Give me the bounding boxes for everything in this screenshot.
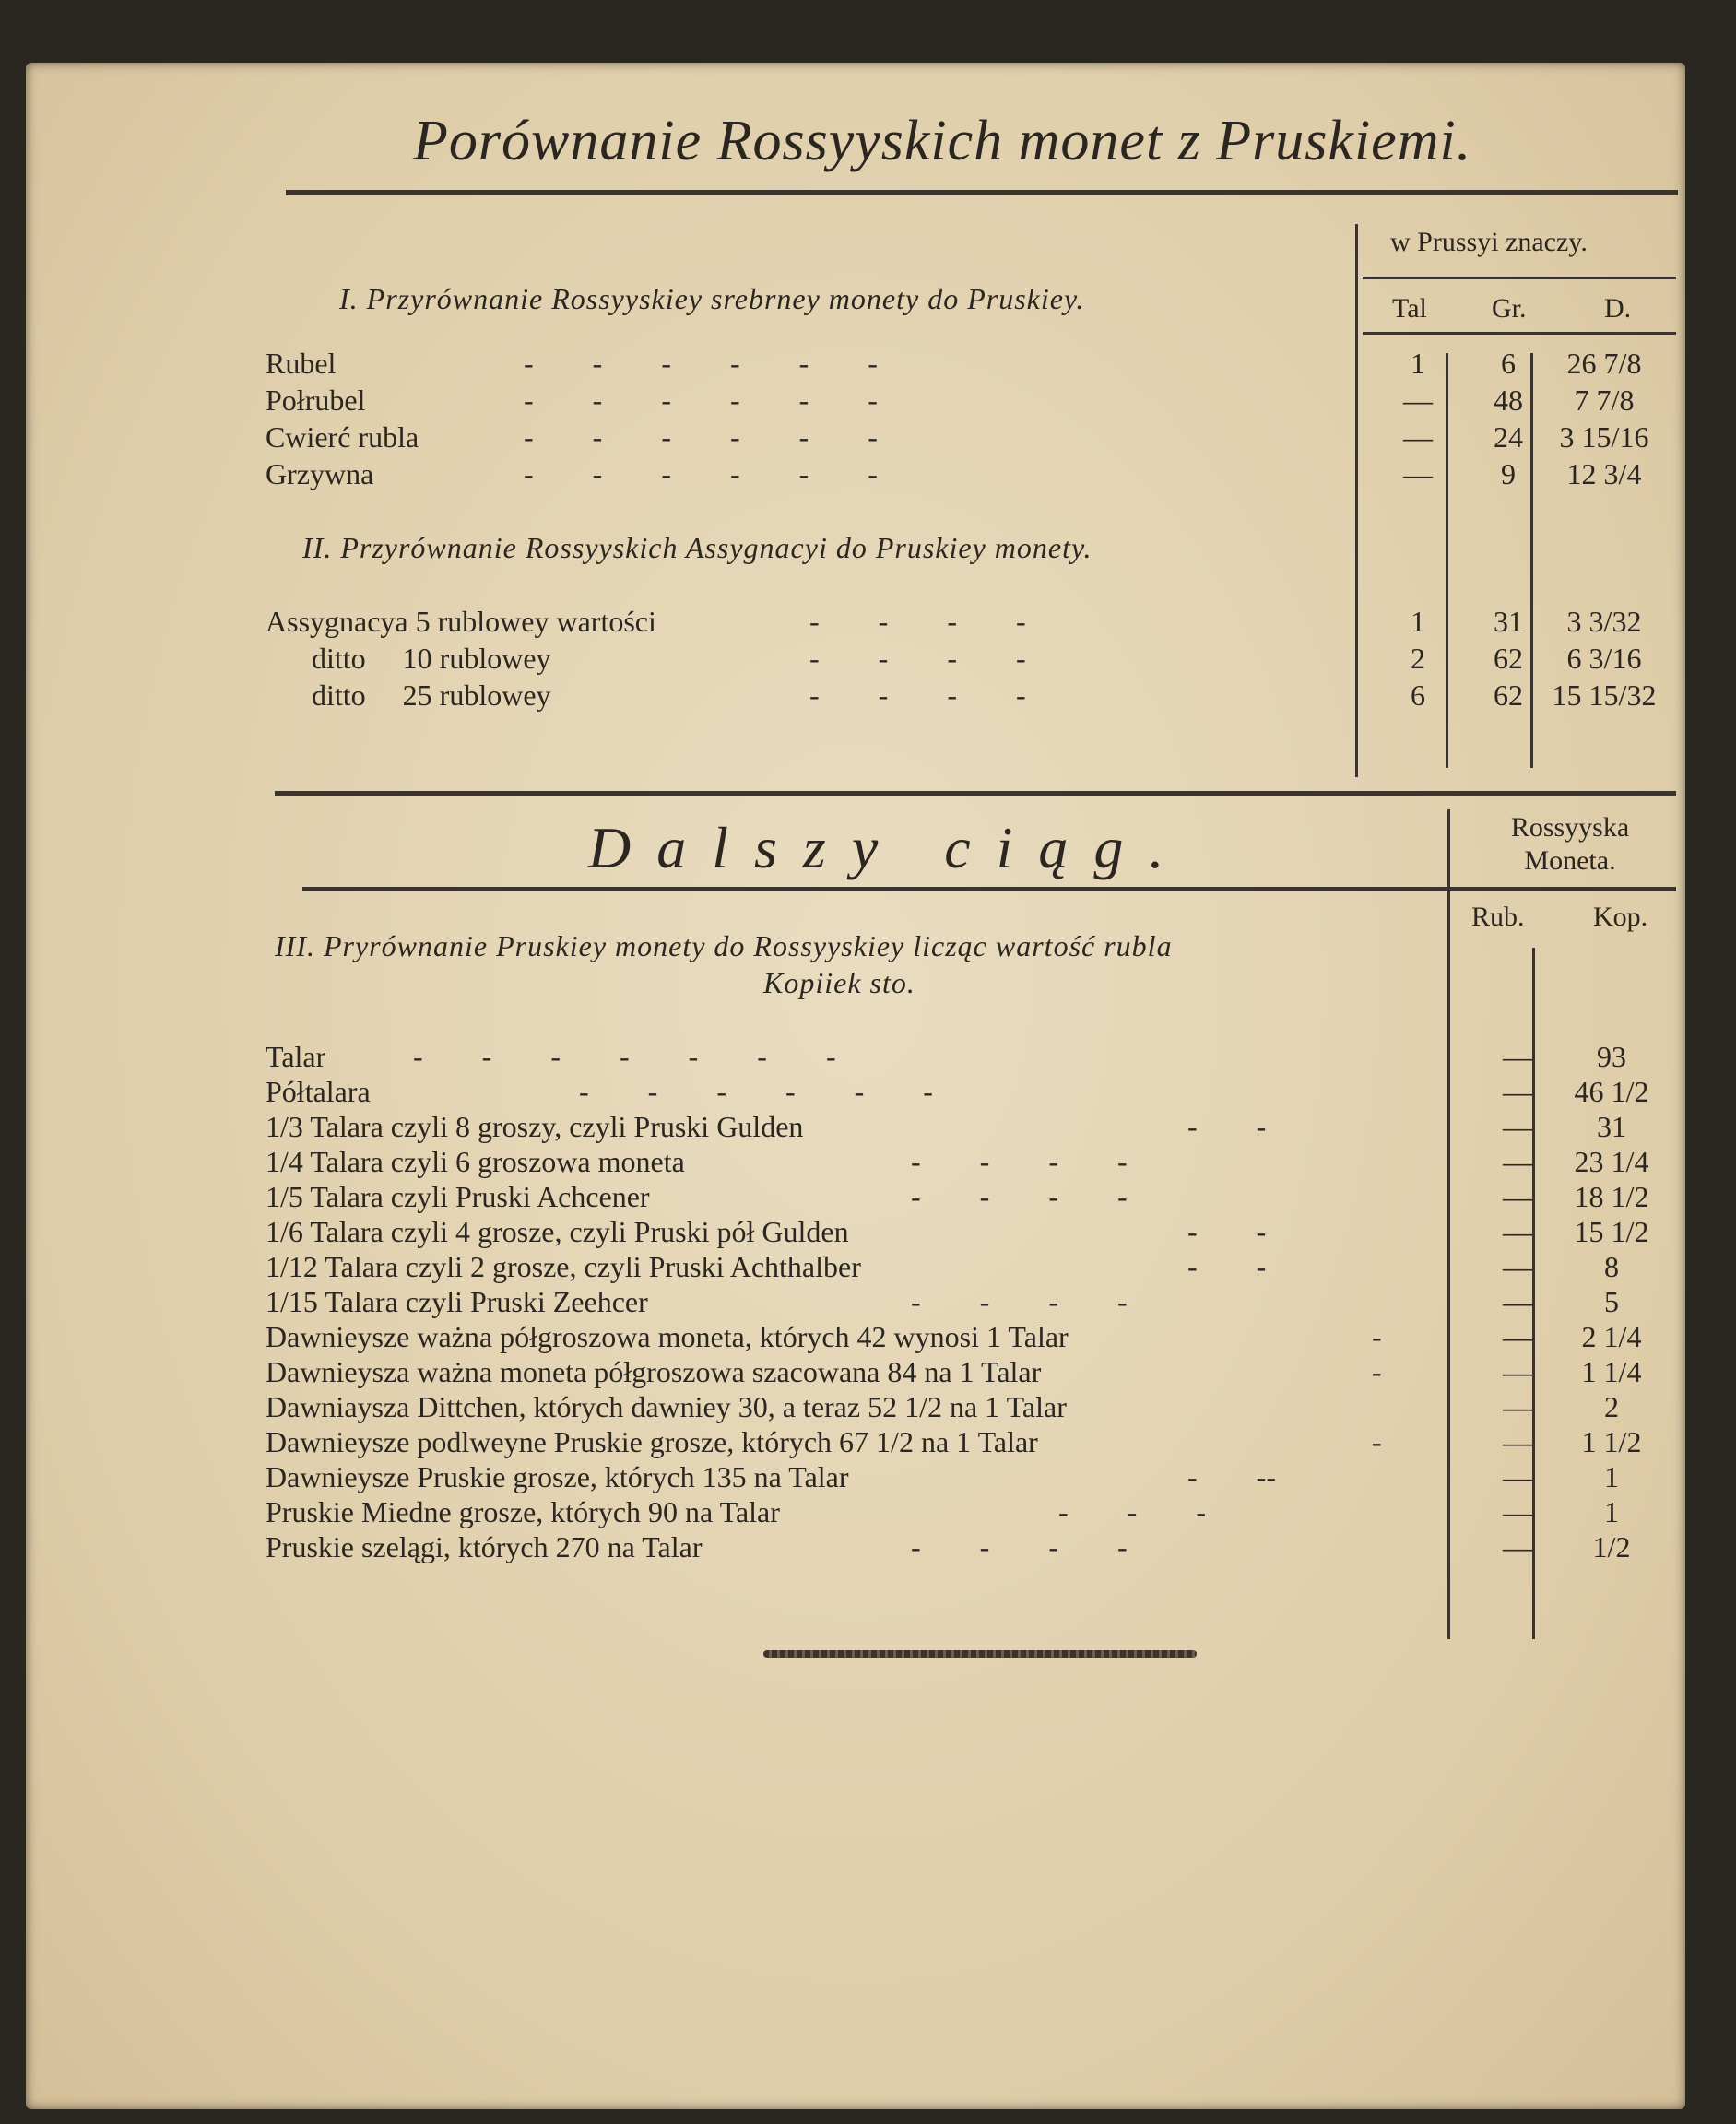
cell-rub: —: [1503, 1215, 1532, 1248]
cell-kop: 93: [1597, 1040, 1626, 1073]
column-kop: Kop.: [1593, 902, 1648, 932]
row-leader: - - - - - -: [524, 384, 878, 417]
section2-heading: II. Przyrównanie Rossyyskich Assygnacyi do Pruskiey monety.: [302, 531, 1092, 564]
row-label: Pruskie szelągi, których 270 na Talar: [266, 1530, 703, 1564]
cell-kop: 46 1/2: [1574, 1075, 1649, 1108]
row-label: ditto 25 rublowey: [312, 678, 551, 712]
table-row: [266, 1110, 1667, 1147]
cell-rub: —: [1503, 1250, 1532, 1283]
row-label: Dawnieysze ważna półgroszowa moneta, których 42 wynosi 1 Talar: [266, 1320, 1069, 1353]
section3-header-group: Rossyyska Moneta.: [1510, 812, 1630, 876]
row-leader: -: [1372, 1425, 1382, 1458]
section1-columns-rule: [1363, 332, 1676, 335]
row-leader: - - - -: [809, 678, 1026, 712]
table-row: [266, 420, 1667, 457]
cell-kop: 8: [1604, 1250, 1619, 1283]
row-leader: - -: [1187, 1110, 1267, 1143]
cell-rub: —: [1503, 1180, 1532, 1213]
row-leader: - -: [1187, 1250, 1267, 1283]
cell-tal: 6: [1411, 678, 1425, 712]
row-leader: - - - -: [911, 1145, 1128, 1178]
column-tal: Tal: [1392, 293, 1427, 324]
table-row: [266, 678, 1667, 715]
table-row: [266, 1390, 1667, 1427]
section3-title: Dalszy ciąg.: [588, 815, 1190, 880]
row-leader: - - - -: [809, 605, 1026, 638]
cell-kop: 18 1/2: [1574, 1180, 1649, 1213]
cell-rub: —: [1503, 1495, 1532, 1528]
table-row: [266, 1285, 1667, 1322]
cell-kop: 2 1/4: [1581, 1320, 1642, 1353]
cell-rub: —: [1503, 1390, 1532, 1423]
row-leader: - -: [1187, 1215, 1267, 1248]
cell-rub: —: [1503, 1040, 1532, 1073]
row-label: Półtalara: [266, 1075, 371, 1108]
cell-d: 3 15/16: [1559, 420, 1649, 454]
cell-kop: 1: [1604, 1495, 1619, 1528]
table-row: [266, 1355, 1667, 1392]
cell-tal: —: [1403, 384, 1433, 417]
table-row: [266, 457, 1667, 494]
cell-kop: 1 1/4: [1581, 1355, 1642, 1388]
row-label: Grzywna: [266, 457, 374, 490]
cell-tal: —: [1403, 420, 1433, 454]
section3-title-rule: [302, 887, 1676, 891]
cell-gr: 6: [1501, 347, 1516, 380]
row-leader: - - - -: [911, 1530, 1128, 1564]
cell-d: 12 3/4: [1566, 457, 1642, 490]
table-row: [266, 1495, 1667, 1532]
cell-d: 3 3/32: [1566, 605, 1642, 638]
row-label: Dawnieysze Pruskie grosze, których 135 na Talar: [266, 1460, 849, 1493]
row-label: Talar: [266, 1040, 326, 1073]
cell-kop: 1/2: [1592, 1530, 1631, 1564]
cell-gr: 24: [1494, 420, 1523, 454]
cell-kop: 1: [1604, 1460, 1619, 1493]
cell-kop: 15 1/2: [1574, 1215, 1649, 1248]
row-label: 1/3 Talara czyli 8 groszy, czyli Pruski Gulden: [266, 1110, 804, 1143]
row-label: ditto 10 rublowey: [312, 642, 551, 675]
cell-d: 15 15/32: [1552, 678, 1657, 712]
table-row: [266, 384, 1667, 420]
cell-rub: —: [1503, 1075, 1532, 1108]
row-leader: - - - - - -: [579, 1075, 933, 1108]
row-label: Połrubel: [266, 384, 366, 417]
title-rule: [286, 190, 1678, 195]
row-label: 1/4 Talara czyli 6 groszowa moneta: [266, 1145, 685, 1178]
cell-gr: 62: [1494, 678, 1523, 712]
cell-tal: —: [1403, 457, 1433, 490]
table-row: [266, 1145, 1667, 1182]
row-label: Dawnieysze podlweyne Pruskie grosze, których 67 1/2 na 1 Talar: [266, 1425, 1038, 1458]
cell-kop: 5: [1604, 1285, 1619, 1318]
column-rub: Rub.: [1471, 902, 1525, 932]
row-leader: - - - -: [911, 1285, 1128, 1318]
section3-heading-line1: III. Pryrównanie Pruskiey monety do Rossyyskiey licząc wartość rubla: [275, 929, 1173, 962]
section3-header-divider: [1447, 809, 1450, 892]
table-row: [266, 1075, 1667, 1112]
cell-rub: —: [1503, 1460, 1532, 1493]
row-leader: -: [1372, 1320, 1382, 1353]
cell-d: 7 7/8: [1574, 384, 1635, 417]
row-leader: - - - - - -: [524, 457, 878, 490]
page-title: Porównanie Rossyyskich monet z Pruskiemi.: [413, 110, 1472, 172]
table-row: [266, 1040, 1667, 1077]
row-leader: - - - - - -: [524, 420, 878, 454]
cell-rub: —: [1503, 1320, 1532, 1353]
document-page: [26, 63, 1685, 2109]
cell-rub: —: [1503, 1355, 1532, 1388]
cell-rub: —: [1503, 1285, 1532, 1318]
table-row: [266, 347, 1667, 384]
table-row: [266, 1460, 1667, 1497]
row-label: 1/5 Talara czyli Pruski Achcener: [266, 1180, 650, 1213]
table-row: [266, 1530, 1667, 1567]
section1-header-group: w Prussyi znaczy.: [1390, 227, 1588, 257]
column-d: D.: [1604, 293, 1632, 324]
cell-tal: 2: [1411, 642, 1425, 675]
row-leader: - - - - - - -: [413, 1040, 836, 1073]
table-row: [266, 1215, 1667, 1252]
section1-heading: I. Przyrównanie Rossyyskiey srebrney monety do Pruskiey.: [339, 282, 1085, 315]
row-label: Dawnieysza ważna moneta półgroszowa szacowana 84 na 1 Talar: [266, 1355, 1042, 1388]
table-row: [266, 642, 1667, 678]
cell-gr: 62: [1494, 642, 1523, 675]
table-row: [266, 1425, 1667, 1462]
table-row: [266, 605, 1667, 642]
cell-rub: —: [1503, 1530, 1532, 1564]
cell-tal: 1: [1411, 605, 1425, 638]
cell-rub: —: [1503, 1110, 1532, 1143]
row-leader: - --: [1187, 1460, 1276, 1493]
cell-tal: 1: [1411, 347, 1425, 380]
column-gr: Gr.: [1492, 293, 1527, 324]
row-label: Dawniaysza Dittchen, których dawniey 30, a teraz 52 1/2 na 1 Talar: [266, 1390, 1067, 1423]
table-row: [266, 1180, 1667, 1217]
cell-gr: 31: [1494, 605, 1523, 638]
cell-kop: 23 1/4: [1574, 1145, 1649, 1178]
table-row: [266, 1250, 1667, 1287]
table-row: [266, 1320, 1667, 1357]
cell-rub: —: [1503, 1425, 1532, 1458]
cell-gr: 9: [1501, 457, 1516, 490]
cell-kop: 1 1/2: [1581, 1425, 1642, 1458]
row-label: 1/12 Talara czyli 2 grosze, czyli Pruski Achthalber: [266, 1250, 861, 1283]
row-label: 1/6 Talara czyli 4 grosze, czyli Pruski pół Gulden: [266, 1215, 849, 1248]
section3-heading-line2: Kopiiek sto.: [763, 966, 915, 999]
section1-header-rule: [1363, 277, 1676, 279]
cell-d: 26 7/8: [1566, 347, 1642, 380]
row-leader: - - - -: [809, 642, 1026, 675]
row-leader: - - - -: [911, 1180, 1128, 1213]
section-separator: [275, 791, 1676, 796]
cell-gr: 48: [1494, 384, 1523, 417]
cell-d: 6 3/16: [1566, 642, 1642, 675]
row-label: Assygnacya 5 rublowey wartości: [266, 605, 656, 638]
row-label: Rubel: [266, 347, 337, 380]
row-leader: -: [1372, 1355, 1382, 1388]
row-leader: - - - - - -: [524, 347, 878, 380]
cell-kop: 31: [1597, 1110, 1626, 1143]
row-leader: - - -: [1058, 1495, 1206, 1528]
cell-kop: 2: [1604, 1390, 1619, 1423]
row-label: Pruskie Miedne grosze, których 90 na Talar: [266, 1495, 780, 1528]
cell-rub: —: [1503, 1145, 1532, 1178]
row-label: Cwierć rubla: [266, 420, 419, 454]
end-ornament: [763, 1650, 1197, 1658]
row-label: 1/15 Talara czyli Pruski Zeehcer: [266, 1285, 648, 1318]
